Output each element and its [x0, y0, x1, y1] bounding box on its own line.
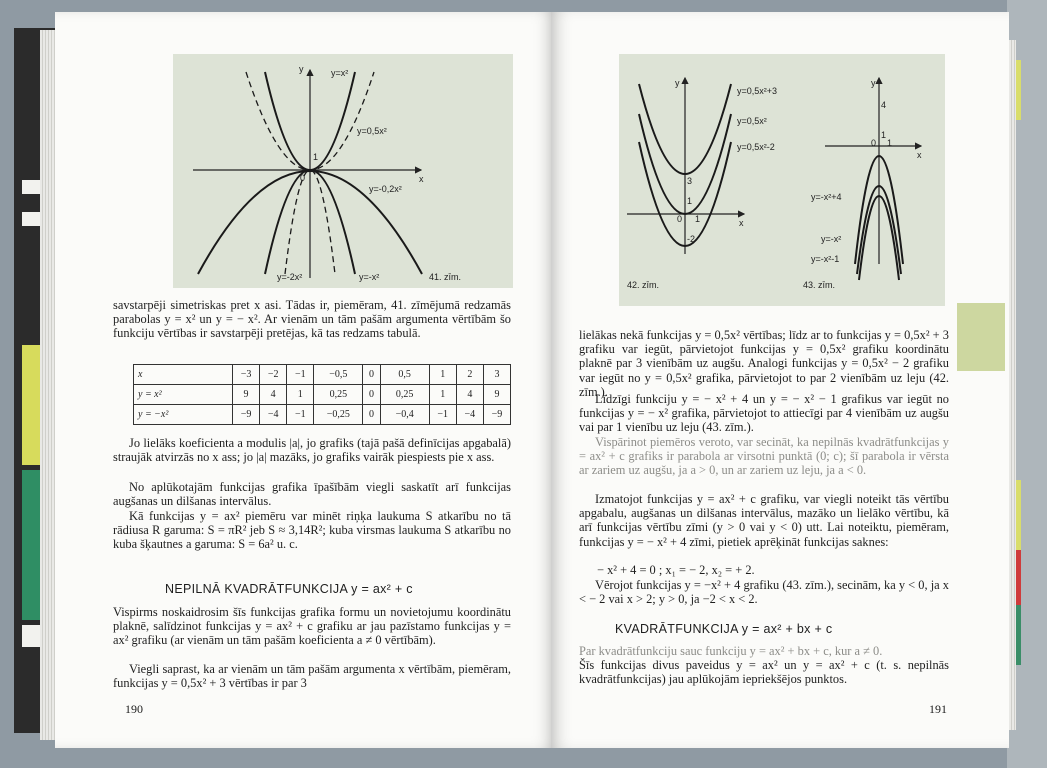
- green-bookmark-tab: [957, 303, 1005, 371]
- table-row: [134, 405, 511, 425]
- figure-caption: 43. zīm.: [803, 280, 836, 290]
- table-cell: y = x²: [134, 385, 233, 405]
- page-number: 191: [929, 702, 947, 716]
- table-row: [134, 365, 511, 385]
- table-cell: 0: [363, 365, 380, 385]
- origin-label: 0: [677, 214, 683, 224]
- paragraph-faded: Par kvadrātfunkciju sauc funkciju y = ax² + bx + c, kur a ≠ 0.: [579, 644, 883, 658]
- paragraph: Šīs funkcijas divus paveidus y = ax² un y = ax² + c (t. s. nepilnās kvadrātfunkcijas) jau aplūkojām iepriekšējos punktos.: [579, 658, 949, 687]
- table-cell: 0: [363, 405, 380, 425]
- section-heading: NEPILNĀ KVADRĀTFUNKCIJA y = ax² + c: [165, 582, 413, 596]
- table-cell: 9: [483, 385, 510, 405]
- figure-42-43: [619, 54, 945, 306]
- table-cell: −0,5: [314, 365, 363, 385]
- tick-label-1-x: 1: [695, 214, 701, 224]
- x-axis-label: x: [917, 150, 922, 160]
- curve-label-minus-02x2: y=-0,2x²: [369, 184, 402, 194]
- table-cell: −2: [260, 365, 287, 385]
- y-axis-label: y: [675, 78, 680, 88]
- table-cell: −9: [233, 405, 260, 425]
- table-cell: 0: [363, 385, 380, 405]
- table-cell: 2: [456, 365, 483, 385]
- origin-label: 0: [871, 138, 877, 148]
- curve-label: y=0,5x²-2: [737, 142, 775, 152]
- curve-label: y=0,5x²: [737, 116, 767, 126]
- paragraph: Līdzīgi funkciju y = − x² + 4 un y = − x² − 1 grafikus var iegūt no funkcijas y = − x² grafika, pārvietojot to attiecīgi par 4 vienībām uz augšu vai par 1 vienību uz leju (43. zīm.).: [579, 392, 949, 435]
- paragraph: Vispirms noskaidrosim šīs funkcijas grafika formu un novietojumu koordinātu plaknē, salīdzinot funkcijas y = ax² + c grafiku ar jau pazīstamo funkcijas y = ax² grafiku (ar vienām un tām pašām koeficienta a ≠ 0 vērtībām).: [113, 605, 511, 648]
- y-axis-label: y: [299, 64, 304, 74]
- table-cell: x: [134, 365, 233, 385]
- tick-label-1: 1: [881, 130, 887, 140]
- curve-label-x2: y=x²: [331, 68, 349, 78]
- table-cell: −4: [260, 405, 287, 425]
- table-cell: −1: [429, 405, 456, 425]
- paragraph: Vērojot funkcijas y = −x² + 4 grafiku (43. zīm.), secinām, ka y < 0, ja x < − 2 vai x > 2; y > 0, ja −2 < x < 2.: [579, 578, 949, 607]
- paragraph: Jo lielāks koeficienta a modulis |a|, jo grafiks (tajā pašā definīcijas apgabalā) straujāk atvirzās no x ass; jo |a| mazāks, jo grafiks vairāk piespiests pie x ass.: [113, 436, 511, 465]
- paragraph: lielākas nekā funkcijas y = 0,5x² vērtības; līdz ar to funkcijas y = 0,5x² + 3 grafiku var iegūt, pārvietojot funkcijas y = 0,5x² grafiku koordinātu plaknē par 3 vienībām uz augšu. Analogi funkcijas y = 0,5x² − 2 grafiku var iegūt no y = 0,5x² grafika, pārvietojot to par 2 vienībām uz leju (42. zīm.).: [579, 328, 949, 399]
- x-axis-label: x: [739, 218, 744, 228]
- table-cell: y = −x²: [134, 405, 233, 425]
- page-number: 190: [125, 702, 143, 716]
- values-table: [133, 364, 511, 425]
- figure-caption: 42. zīm.: [627, 280, 660, 290]
- right-page: [551, 12, 1009, 748]
- figure-42-graph: [619, 54, 945, 306]
- curve-label-minus-x2: y=-x²: [359, 272, 380, 282]
- table-cell: 0,25: [314, 385, 363, 405]
- paragraph: Kā funkcijas y = ax² piemēru var minēt riņķa laukuma S atkarību no tā rādiusa R garuma: S = πR² jeb S ≈ 3,14R²; kuba virsmas laukuma S atkarību no kuba šķautnes a garuma: S = 6a² u. c.: [113, 509, 511, 552]
- section-heading: KVADRĀTFUNKCIJA y = ax² + bx + c: [615, 622, 833, 636]
- curve-label: y=-x²-1: [811, 254, 840, 264]
- table-cell: −9: [483, 405, 510, 425]
- paragraph: Izmatojot funkcijas y = ax² + c grafiku, var viegli noteikt tās vērtību apgabalu, augšanas un dilšanas intervālus, mazāko un lielāko vērtību, kā arī funkcijas vērtību zīmi (y > 0 vai y < 0) utt. Lai noteiktu, piemēram, funkcijas y = − x² + 4 zīmi, pietiek aprēķināt funkcijas saknes:: [579, 492, 949, 549]
- curve-label: y=0,5x²+3: [737, 86, 778, 96]
- table-cell: −3: [233, 365, 260, 385]
- table-cell: 9: [233, 385, 260, 405]
- equation: − x² + 4 = 0 ; x₁ = − 2, x₂ = + 2.: [597, 563, 755, 577]
- tick-label-1: 1: [313, 152, 319, 162]
- table-cell: 3: [483, 365, 510, 385]
- tick-label-1-x: 1: [887, 138, 893, 148]
- tick-label-4: 4: [881, 100, 887, 110]
- tick-label-3: 3: [687, 176, 693, 186]
- table-cell: 0,5: [380, 365, 429, 385]
- table-cell: −4: [456, 405, 483, 425]
- figure-caption: 41. zīm.: [429, 272, 462, 282]
- curve-label-minus-2x2: y=-2x²: [277, 272, 303, 282]
- curve-label: y=-x²: [821, 234, 842, 244]
- figure-41-graph: [173, 54, 513, 288]
- table-cell: −1: [287, 365, 314, 385]
- x-axis-label: x: [419, 174, 424, 184]
- tick-label-1: 1: [687, 196, 693, 206]
- paragraph: No aplūkotajām funkcijas grafika īpašībām viegli saskatīt arī funkcijas augšanas un dilšanas intervālus.: [113, 480, 511, 509]
- table-row: [134, 385, 511, 405]
- table-cell: 4: [260, 385, 287, 405]
- table-cell: 1: [287, 385, 314, 405]
- y-axis-label: y: [871, 78, 876, 88]
- table-cell: 0,25: [380, 385, 429, 405]
- left-page: [55, 12, 555, 748]
- paragraph: savstarpēji simetriskas pret x asi. Tādas ir, piemēram, 41. zīmējumā redzamās parabolas y = x² un y = − x². Ar vienām un tām pašām argumenta vērtībām šo funkciju vērtības ir savstarpēji pretējas, kā tas redzams tabulā.: [113, 298, 511, 341]
- table-cell: −0,4: [380, 405, 429, 425]
- origin-label: 0: [300, 173, 306, 183]
- table-cell: −0,25: [314, 405, 363, 425]
- table-cell: −1: [287, 405, 314, 425]
- tick-label-minus-2: -2: [687, 234, 696, 244]
- table-cell: 4: [456, 385, 483, 405]
- curve-label: y=-x²+4: [811, 192, 842, 202]
- table-cell: 1: [429, 385, 456, 405]
- figure-41: [173, 54, 513, 288]
- paragraph-faded: Vispārinot piemēros veroto, var secināt, ka nepilnās kvadrātfunkcijas y = ax² + c grafiks ir parabola ar virsotni punktā (0; c); šī parabola ir vērsta ar zariem uz augšu, ja a > 0, un ar zariem uz leju, ja a < 0.: [579, 435, 949, 478]
- curve-label-05x2: y=0,5x²: [357, 126, 387, 136]
- paragraph: Viegli saprast, ka ar vienām un tām pašām argumenta x vērtībām, piemēram, funkcijas y = 0,5x² + 3 vērtības ir par 3: [113, 662, 511, 691]
- table-cell: 1: [429, 365, 456, 385]
